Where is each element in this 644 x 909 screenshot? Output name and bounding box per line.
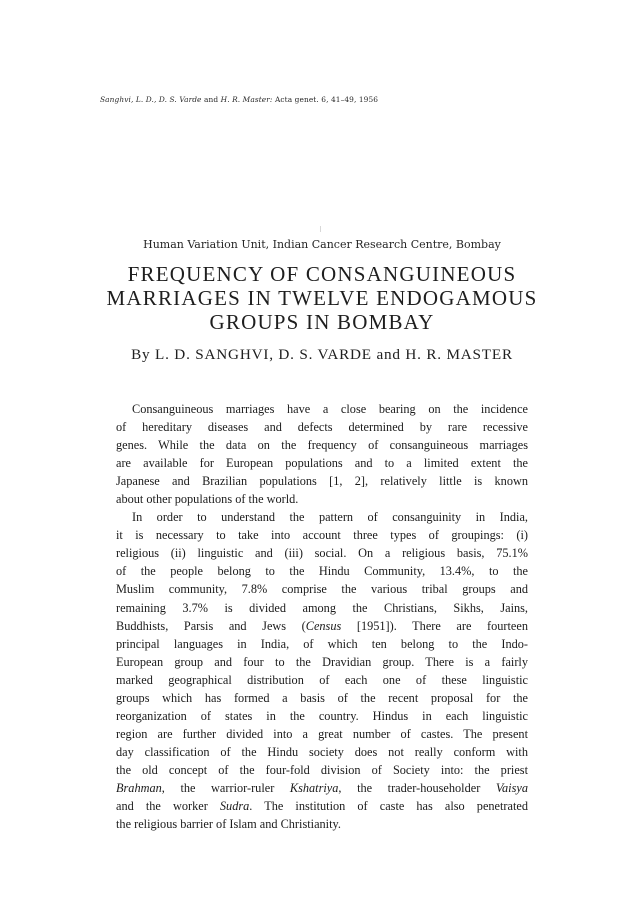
citation-last-author: H. R. Master: [220,95,273,104]
body-line [116,779,528,797]
body-line: marked geographical distribution of each one of these linguistic [116,672,528,687]
title-line-3: GROUPS IN BOMBAY [209,310,435,334]
body-line: groups which has formed a basis of the recent proposal for the [116,690,528,705]
body-line: Japanese and Brazilian populations [1, 2], relatively little is known [116,474,528,489]
title-line-1: FREQUENCY OF CONSANGUINEOUS [127,262,517,286]
body-fragment: , the warrior-ruler [161,780,290,795]
term-brahman: Brahman [116,780,162,795]
body-line: the old concept of the four-fold division of Society into: the priest [116,762,528,777]
body-line: reorganization of states in the country. Hindus in each linguistic [116,708,528,723]
body-line: are available for European populations and to a limited extent the [116,456,528,471]
census-citation: Census [305,618,342,633]
body-fragment: . The institution of caste has also penetrated [249,799,529,814]
body-line: principal languages in India, of which ten belong to the Indo- [116,636,528,651]
body-line: region are further divided into a great number of castes. The present [116,726,528,741]
citation-authors: Sanghvi, L. D., D. S. Varde [100,95,202,104]
term-vaisya: Vaisya [495,780,528,795]
citation-line [100,95,540,104]
body-line: Consanguineous marriages have a close bearing on the incidence [132,402,528,416]
body-line: of hereditary diseases and defects determined by rare recessive [116,420,528,435]
body-line: the religious barrier of Islam and Christianity. [116,817,341,832]
body-line: of the people belong to the Hindu Community, 13.4%, to the [116,564,528,579]
citation-and: and [204,95,219,104]
title-line-2: MARRIAGES IN TWELVE ENDOGAMOUS [106,286,538,310]
scan-mark [320,226,321,232]
body-line [116,617,528,635]
body-line: In order to understand the pattern of consanguinity in India, [132,510,528,525]
body-fragment: , the trader-householder [338,780,496,795]
body-fragment: and the worker [116,799,220,814]
body-line: remaining 3.7% is divided among the Christians, Sikhs, Jains, [116,600,528,615]
body-line: it is necessary to take into account three types of groupings: (i) [116,528,528,543]
body-line: about other populations of the world. [116,492,299,507]
body-fragment: Buddhists, Parsis and Jews ( [116,618,306,633]
body-line: day classification of the Hindu society does not really conform with [116,744,528,759]
body-text [116,400,528,833]
citation-journal: Acta genet. 6, 41–49, 1956 [274,95,379,104]
affiliation: Human Variation Unit, Indian Cancer Research Centre, Bombay [143,238,501,251]
term-kshatriya: Kshatriya [289,780,339,795]
body-line: genes. While the data on the frequency of consanguineous marriages [116,438,528,453]
body-line: religious (ii) linguistic and (iii) social. On a religious basis, 75.1% [116,546,528,561]
authors-line: By L. D. SANGHVI, D. S. VARDE and H. R. MASTER [131,346,513,363]
body-line [116,797,528,815]
body-line: European group and four to the Dravidian group. There is a fairly [116,654,528,669]
term-sudra: Sudra [219,799,250,814]
body-fragment: [1951]). There are fourteen [341,618,528,633]
paper-title [0,262,644,334]
body-line: Muslim community, 7.8% comprise the various tribal groups and [116,582,528,597]
